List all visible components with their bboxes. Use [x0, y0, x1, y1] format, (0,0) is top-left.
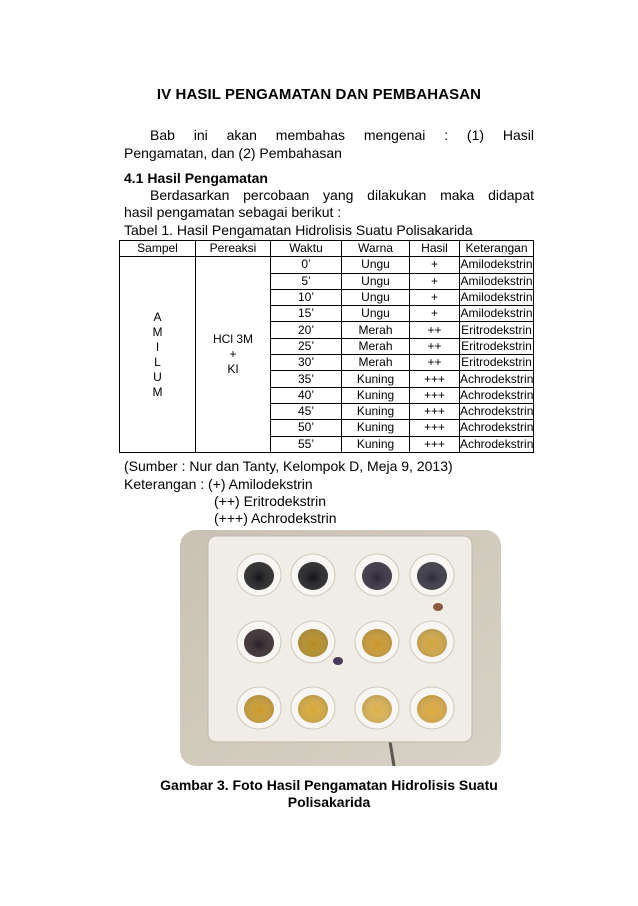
sample-letter: L	[154, 354, 161, 369]
spot-plate-illustration	[180, 530, 501, 766]
cell-hasil: +++	[410, 420, 460, 436]
well-shading	[417, 629, 447, 657]
cell-hasil: +++	[410, 403, 460, 419]
cell-warna: Kuning	[342, 403, 410, 419]
reagent-cell	[196, 257, 271, 453]
stain-spot	[333, 657, 343, 665]
reagent-line: +	[229, 347, 237, 362]
well-shading	[417, 695, 447, 723]
cell-keterangan: Eritrodekstrin	[461, 338, 532, 353]
sample-letter: I	[155, 339, 160, 354]
cell-waktu: 40’	[271, 387, 342, 403]
well-shading	[362, 562, 392, 590]
section-title: 4.1 Hasil Pengamatan	[124, 170, 268, 186]
cell-keterangan: Achrodekstrin	[460, 371, 534, 386]
legend-line-1: Keterangan : (+) Amilodekstrin	[124, 476, 313, 492]
header-keterangan: Keterangan	[460, 241, 534, 257]
reagent-line: HCl 3M	[212, 332, 253, 347]
cell-keterangan: Eritrodekstrin	[461, 322, 532, 337]
cell-hasil: +++	[410, 387, 460, 403]
well-shading	[244, 629, 274, 657]
table-header-row	[120, 241, 534, 257]
well-shading	[298, 629, 328, 657]
well-shading	[362, 695, 392, 723]
cell-keterangan: Amilodekstrin	[460, 257, 533, 272]
header-waktu: Waktu	[271, 241, 342, 257]
well-shading	[298, 695, 328, 723]
cell-keterangan: Achrodekstrin	[460, 404, 534, 419]
cell-keterangan: Amilodekstrin	[460, 306, 533, 321]
cell-waktu: 55’	[271, 436, 342, 452]
cell-hasil: +++	[410, 436, 460, 452]
cell-waktu: 30’	[271, 355, 342, 371]
sample-letter: M	[152, 384, 163, 399]
results-table	[119, 240, 534, 453]
cell-waktu: 0’	[271, 257, 342, 273]
header-hasil: Hasil	[410, 241, 460, 257]
cell-keterangan: Achrodekstrin	[460, 420, 534, 435]
cell-keterangan: Amilodekstrin	[460, 273, 533, 288]
cell-hasil: ++	[410, 338, 460, 354]
reagent-line: KI	[227, 362, 239, 377]
cell-warna: Merah	[342, 355, 410, 371]
cell-waktu: 5’	[271, 273, 342, 289]
cell-waktu: 25’	[271, 338, 342, 354]
spot-plate-photo	[180, 530, 501, 766]
table-caption: Tabel 1. Hasil Pengamatan Hidrolisis Suatu Polisakarida	[124, 222, 473, 238]
cell-warna: Ungu	[342, 306, 410, 322]
well-shading	[244, 695, 274, 723]
cell-hasil: ++	[410, 355, 460, 371]
intro-line-2: Pengamatan, dan (2) Pembahasan	[124, 145, 342, 161]
chapter-heading: IV HASIL PENGAMATAN DAN PEMBAHASAN	[156, 86, 482, 103]
figure-caption-line-1: Gambar 3. Foto Hasil Pengamatan Hidrolisis Suatu	[160, 777, 498, 793]
cell-warna: Merah	[342, 322, 410, 338]
cell-keterangan: Achrodekstrin	[460, 436, 534, 451]
cell-warna: Ungu	[342, 273, 410, 289]
sample-letter: U	[153, 369, 162, 384]
figure-caption	[124, 777, 534, 811]
cell-waktu: 15’	[271, 306, 342, 322]
cell-warna: Kuning	[342, 371, 410, 387]
cell-waktu: 50’	[271, 420, 342, 436]
cell-warna: Kuning	[342, 387, 410, 403]
cell-keterangan: Amilodekstrin	[460, 290, 533, 305]
sample-letter: A	[153, 309, 162, 324]
well-shading	[244, 562, 274, 590]
header-warna: Warna	[342, 241, 410, 257]
sample-letter: M	[152, 324, 163, 339]
well-shading	[298, 562, 328, 590]
intro-line-1: Bab ini akan membahas mengenai : (1) Hasil	[150, 127, 534, 143]
cell-hasil: +	[410, 306, 460, 322]
cell-hasil: ++	[410, 322, 460, 338]
cell-keterangan: Achrodekstrin	[460, 387, 534, 402]
cell-warna: Ungu	[342, 289, 410, 305]
cell-waktu: 20’	[271, 322, 342, 338]
cell-waktu: 45’	[271, 403, 342, 419]
well-shading	[362, 629, 392, 657]
cell-warna: Kuning	[342, 420, 410, 436]
cell-warna: Ungu	[342, 257, 410, 273]
header-sampel: Sampel	[120, 241, 196, 257]
cell-keterangan: Eritrodekstrin	[461, 355, 532, 370]
figure-caption-line-2: Polisakarida	[287, 794, 371, 810]
section-paragraph-line-2: hasil pengamatan sebagai berikut :	[124, 204, 342, 220]
cell-hasil: +	[410, 257, 460, 273]
table-row	[120, 257, 534, 273]
table-source: (Sumber : Nur dan Tanty, Kelompok D, Meja 9, 2013)	[124, 458, 453, 474]
cell-warna: Kuning	[342, 436, 410, 452]
cell-hasil: +	[410, 273, 460, 289]
legend-line-3: (+++) Achrodekstrin	[214, 510, 337, 526]
cell-hasil: +++	[410, 371, 460, 387]
section-paragraph-line-1: Berdasarkan percobaan yang dilakukan maka didapat	[150, 187, 534, 203]
cell-warna: Merah	[342, 338, 410, 354]
cell-hasil: +	[410, 289, 460, 305]
cell-waktu: 35’	[271, 371, 342, 387]
stain-spot	[433, 603, 443, 611]
legend-line-2: (++) Eritrodekstrin	[214, 493, 327, 509]
sample-cell	[120, 257, 196, 453]
header-pereaksi: Pereaksi	[196, 241, 271, 257]
well-shading	[417, 562, 447, 590]
cell-waktu: 10’	[271, 289, 342, 305]
